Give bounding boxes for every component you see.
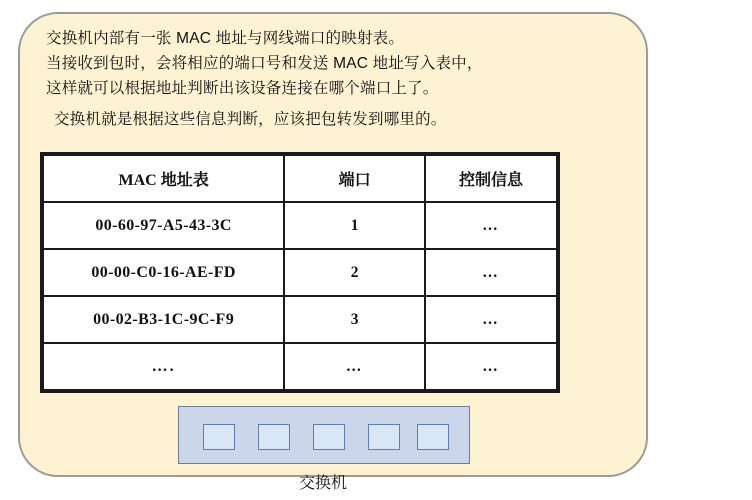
cell-port: 1 <box>284 202 425 249</box>
cell-control-info: … <box>425 296 557 343</box>
cell-control-info: … <box>425 343 557 390</box>
table-row <box>43 249 557 296</box>
description-line-2: 当接收到包时，会将相应的端口号和发送 MAC 地址写入表中， <box>46 55 483 72</box>
switch-port-2 <box>258 424 290 450</box>
description-text <box>46 26 626 132</box>
switch-device <box>178 406 470 464</box>
switch-port-4 <box>368 424 400 450</box>
description-line-1: 交换机内部有一张 MAC 地址与网线端口的映射表。 <box>46 30 405 47</box>
switch-port-1 <box>203 424 235 450</box>
cell-mac-address: 00-02-B3-1C-9C-F9 <box>43 296 284 343</box>
cell-port: 3 <box>284 296 425 343</box>
cell-port: … <box>284 343 425 390</box>
cell-mac-address: 00-00-C0-16-AE-FD <box>43 249 284 296</box>
cell-mac-address: …. <box>43 343 284 390</box>
switch-device-label: 交换机 <box>298 475 347 492</box>
table-row <box>43 343 557 390</box>
cell-control-info: … <box>425 249 557 296</box>
mac-address-table <box>40 152 560 393</box>
switch-port-3 <box>313 424 345 450</box>
table-row <box>43 202 557 249</box>
table-header-row <box>43 155 557 202</box>
column-header-control: 控制信息 <box>425 155 557 202</box>
table-row <box>43 296 557 343</box>
cell-control-info: … <box>425 202 557 249</box>
description-line-4: 交换机就是根据这些信息判断，应该把包转发到哪里的。 <box>54 111 447 128</box>
cell-port: 2 <box>284 249 425 296</box>
description-line-3: 这样就可以根据地址判断出该设备连接在哪个端口上了。 <box>46 80 439 97</box>
cell-mac-address: 00-60-97-A5-43-3C <box>43 202 284 249</box>
column-header-port: 端口 <box>284 155 425 202</box>
switch-port-5 <box>417 424 449 450</box>
column-header-mac: MAC 地址表 <box>43 155 284 202</box>
